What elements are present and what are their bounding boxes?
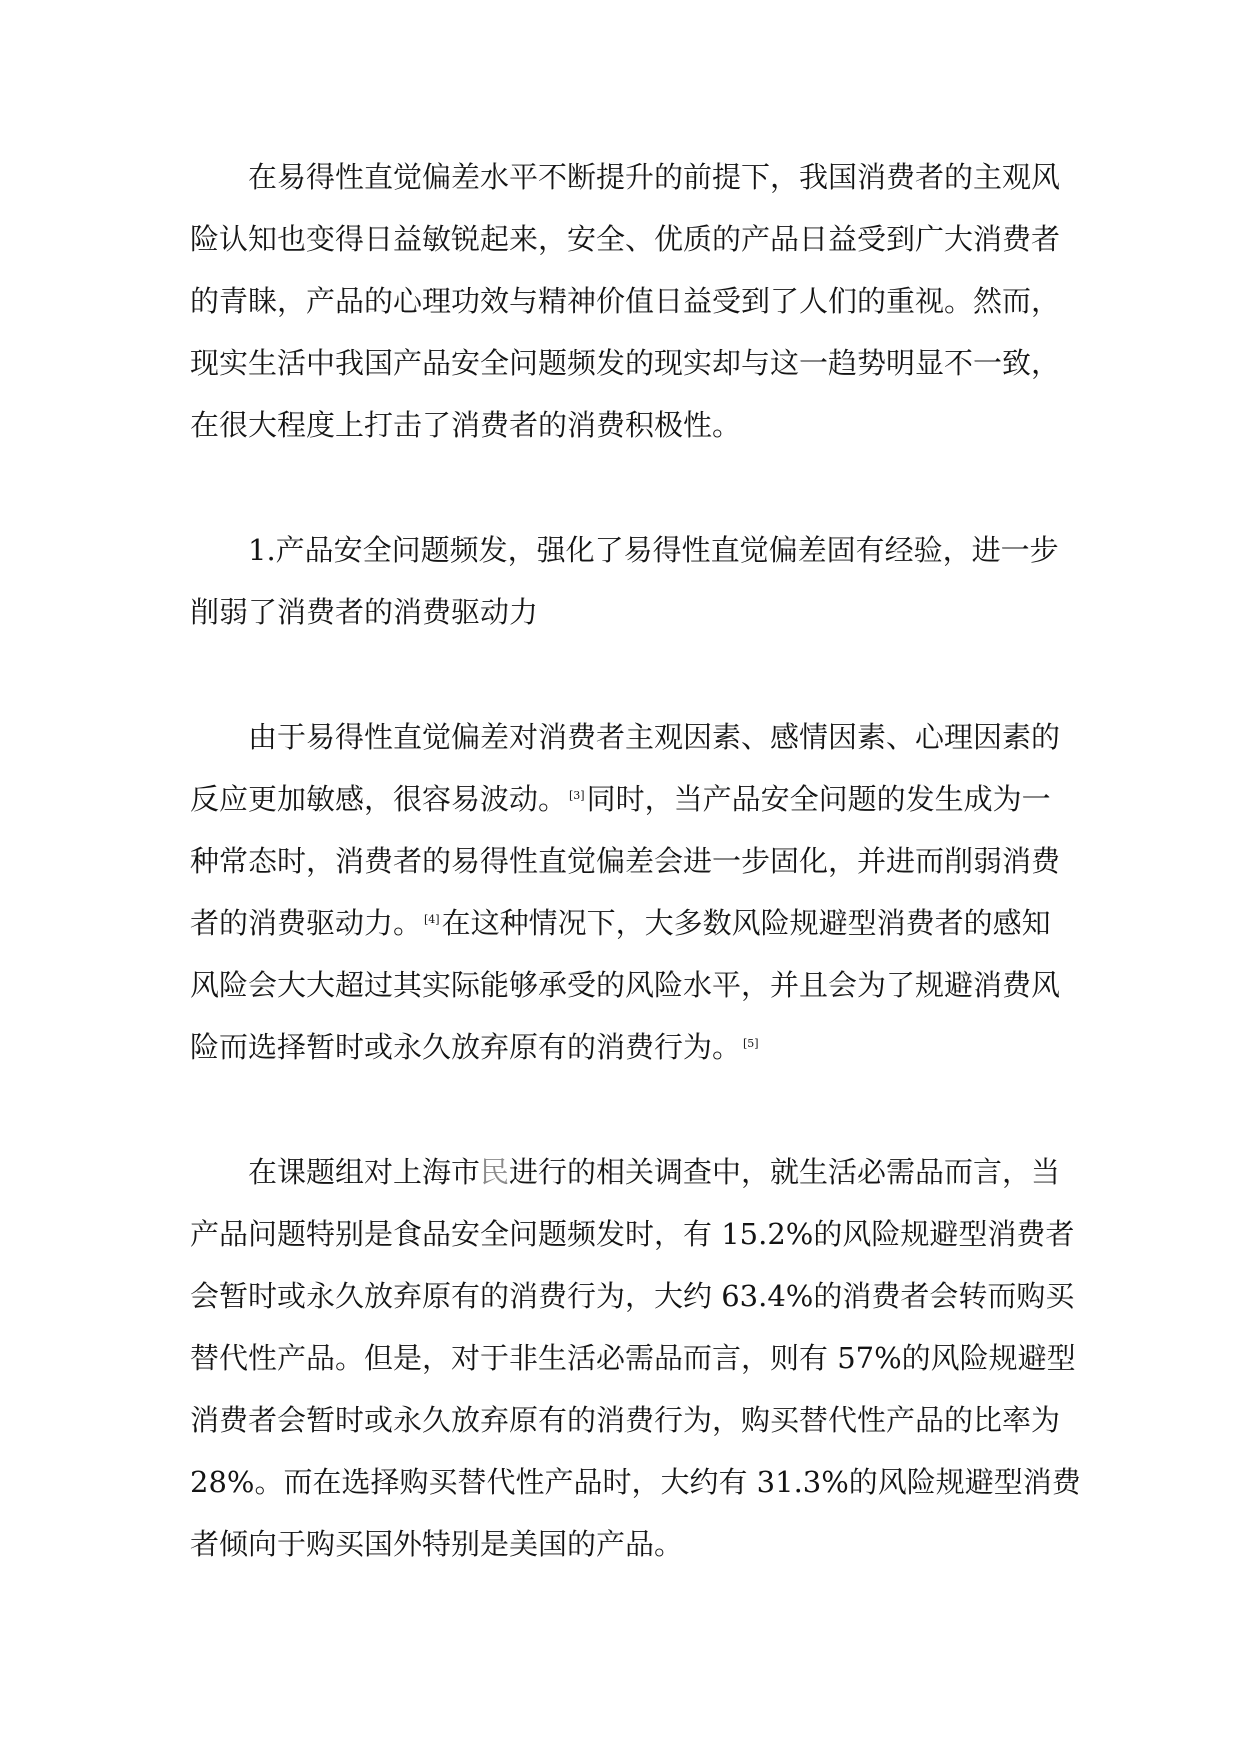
- text-line: 风险会大大超过其实际能够承受的风险水平，并且会为了规避消费风: [190, 968, 1061, 1002]
- text-segment: 同时，当产品安全问题的发生成为一: [586, 782, 1051, 816]
- faded-character: 民: [480, 1155, 510, 1189]
- document-body: [190, 146, 1081, 1575]
- text-line: 险认知也变得日益敏锐起来，安全、优质的产品日益受到广大消费者: [190, 222, 1061, 256]
- paragraph-gap: [190, 1078, 1060, 1141]
- text-line: 在易得性直觉偏差水平不断提升的前提下，我国消费者的主观风: [248, 160, 1061, 194]
- text-line: 由于易得性直觉偏差对消费者主观因素、感情因素、心理因素的: [248, 720, 1061, 754]
- text-line: 者倾向于购买国外特别是美国的产品。: [190, 1527, 684, 1561]
- paragraph-3: [190, 1141, 1081, 1575]
- text-line: 种常态时，消费者的易得性直觉偏差会进一步固化，并进而削弱消费: [190, 844, 1061, 878]
- section-heading-1: [190, 519, 1060, 643]
- heading-line: 削弱了消费者的消费驱动力: [190, 595, 539, 629]
- text-segment: 者的消费驱动力。: [190, 906, 423, 940]
- text-line: 产品问题特别是食品安全问题频发时，有 15.2%的风险规避型消费者: [190, 1217, 1075, 1251]
- text-segment: 在这种情况下，大多数风险规避型消费者的感知: [441, 906, 1051, 940]
- text-segment: 险而选择暂时或永久放弃原有的消费行为。: [190, 1030, 742, 1064]
- text-line: 在很大程度上打击了消费者的消费积极性。: [190, 408, 742, 442]
- text-line: [190, 892, 1060, 954]
- text-line: 现实生活中我国产品安全问题频发的现实却与这一趋势明显不一致，: [190, 346, 1061, 380]
- paragraph-gap: [190, 456, 1060, 519]
- text-line: 的青睐，产品的心理功效与精神价值日益受到了人们的重视。然而，: [190, 284, 1061, 318]
- citation-marker-4: [4]: [424, 913, 440, 926]
- text-line: 替代性产品。但是，对于非生活必需品而言，则有 57%的风险规避型: [190, 1341, 1076, 1375]
- heading-line: 1.产品安全问题频发，强化了易得性直觉偏差固有经验，进一步: [248, 533, 1059, 567]
- citation-marker-3: [3]: [569, 789, 585, 802]
- text-line: 会暂时或永久放弃原有的消费行为，大约 63.4%的消费者会转而购买: [190, 1279, 1075, 1313]
- text-segment: 进行的相关调查中，就生活必需品而言，当: [509, 1155, 1061, 1189]
- text-line: [190, 768, 1060, 830]
- paragraph-gap: [190, 643, 1060, 706]
- text-segment: 在课题组对上海市: [248, 1155, 481, 1189]
- text-line: 消费者会暂时或永久放弃原有的消费行为，购买替代性产品的比率为: [190, 1403, 1061, 1437]
- citation-marker-5: [5]: [743, 1037, 759, 1050]
- paragraph-1: [190, 146, 1060, 456]
- text-line: 28%。而在选择购买替代性产品时，大约有 31.3%的风险规避型消费: [190, 1465, 1081, 1499]
- paragraph-2: [190, 706, 1060, 1078]
- text-segment: 反应更加敏感，很容易波动。: [190, 782, 568, 816]
- text-line: [190, 1141, 1060, 1203]
- text-line: [190, 1016, 1060, 1078]
